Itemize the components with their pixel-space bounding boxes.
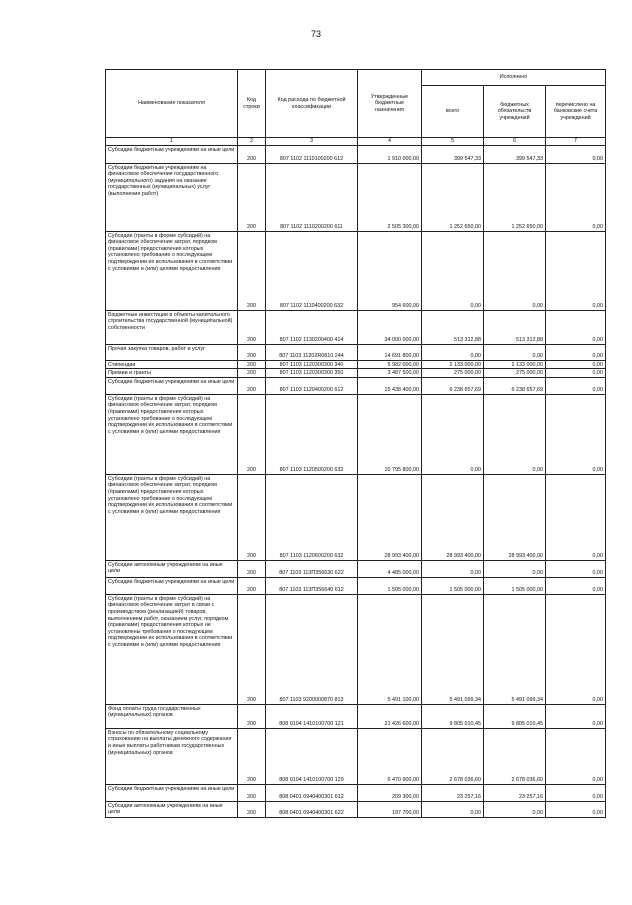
row-name: Субсидии автономным учреждениям на иные цели — [106, 801, 238, 817]
row-line-code: 200 — [238, 474, 266, 560]
row-transferred: 0,00 — [546, 145, 606, 163]
header-total: всего — [422, 86, 484, 138]
row-name: Субсидии бюджетным учреждениям на иные цели — [106, 377, 238, 394]
row-line-code: 200 — [238, 163, 266, 231]
row-name: Взносы по обязательному социальному страхованию на выплаты денежного содержания и иные выплаты работникам государственных (муниципальных) органов — [106, 728, 238, 784]
row-transferred: 0,00 — [546, 560, 606, 577]
row-name: Субсидии (гранты в форме субсидий) на финансовое обеспечение затрат, порядком (правилами) предоставления которых установлено требование о последующем подтверждении их использования в соответствии с условиями и (или) целями предоставления — [106, 394, 238, 474]
row-transferred: 0,00 — [546, 369, 606, 378]
row-line-code: 200 — [238, 231, 266, 310]
row-obligations: 1 252 650,00 — [484, 163, 546, 231]
row-total: 23 257,16 — [422, 784, 484, 801]
table-row — [106, 163, 606, 231]
row-obligations: 2 678 036,60 — [484, 728, 546, 784]
row-budget-code: 807 1103 1120500200 632 — [266, 394, 358, 474]
column-number: 4 — [358, 138, 422, 146]
row-line-code: 200 — [238, 577, 266, 594]
row-total: 2 678 036,60 — [422, 728, 484, 784]
row-approved: 6 470 900,00 — [358, 728, 422, 784]
table-row — [106, 344, 606, 360]
header-approved: Утвержденные бюджетные назначения — [358, 70, 422, 138]
row-approved: 2 505 300,00 — [358, 163, 422, 231]
header-name: Наименование показателя — [106, 70, 238, 138]
row-budget-code: 807 1103 11202R0810 244 — [266, 344, 358, 360]
row-transferred: 0,00 — [546, 474, 606, 560]
row-total: 9 805 010,45 — [422, 704, 484, 728]
table-row — [106, 784, 606, 801]
row-obligations: 6 238 657,69 — [484, 377, 546, 394]
header-transferred: перечислено на банковские счета учреждений — [546, 86, 606, 138]
row-total: 275 000,00 — [422, 369, 484, 378]
row-total: 0,00 — [422, 344, 484, 360]
row-line-code: 200 — [238, 560, 266, 577]
row-name: Фонд оплаты труда государственных (муниципальных) органов — [106, 704, 238, 728]
column-number: 1 — [106, 138, 238, 146]
budget-execution-table — [105, 69, 606, 818]
table-row — [106, 369, 606, 378]
table-row — [106, 577, 606, 594]
row-total: 1 252 650,00 — [422, 163, 484, 231]
row-budget-code: 807 1102 1110200200 611 — [266, 163, 358, 231]
row-total: 6 238 657,69 — [422, 377, 484, 394]
table-body — [106, 145, 606, 817]
table-row — [106, 728, 606, 784]
row-name: Субсидии бюджетным учреждениям на иные цели — [106, 577, 238, 594]
column-number: 3 — [266, 138, 358, 146]
row-obligations: 1 505 000,00 — [484, 577, 546, 594]
row-approved: 1 505 000,00 — [358, 577, 422, 594]
row-total: 513 312,88 — [422, 310, 484, 344]
row-transferred: 0,00 — [546, 310, 606, 344]
row-name: Прочая закупка товаров, работ и услуг — [106, 344, 238, 360]
row-budget-code: 808 0401 0940400301 612 — [266, 784, 358, 801]
row-name: Субсидии бюджетным учреждениям на иные цели — [106, 145, 238, 163]
row-budget-code: 807 1102 1130200400 414 — [266, 310, 358, 344]
table-row — [106, 231, 606, 310]
row-name: Субсидии бюджетным учреждениям на финансовое обеспечение государственного (муниципального) задания на оказание государственных (муниципальных) услуг (выполнение работ) — [106, 163, 238, 231]
table-row — [106, 360, 606, 369]
table-row — [106, 145, 606, 163]
row-line-code: 200 — [238, 344, 266, 360]
table-row — [106, 310, 606, 344]
row-transferred: 0,00 — [546, 577, 606, 594]
row-approved: 4 485 000,00 — [358, 560, 422, 577]
row-budget-code: 807 1103 113П356640 612 — [266, 577, 358, 594]
row-name: Субсидии (гранты в форме субсидий) на финансовое обеспечение затрат, порядком (правилами) предоставления которых установлено требование о последующем подтверждении их использования в соответствии с условиями и (или) целями предоставления — [106, 231, 238, 310]
row-transferred: 0,00 — [546, 163, 606, 231]
row-obligations: 0,00 — [484, 394, 546, 474]
page-number: 73 — [310, 29, 321, 39]
row-obligations: 399 547,33 — [484, 145, 546, 163]
row-total: 2 133 000,00 — [422, 360, 484, 369]
row-approved: 954 600,00 — [358, 231, 422, 310]
row-transferred: 0,00 — [546, 360, 606, 369]
row-budget-code: 808 0104 1410100700 129 — [266, 728, 358, 784]
row-transferred: 0,00 — [546, 231, 606, 310]
row-obligations: 28 993 400,00 — [484, 474, 546, 560]
row-budget-code: 807 1103 9200000870 813 — [266, 594, 358, 704]
row-approved: 197 700,00 — [358, 801, 422, 817]
row-total: 0,00 — [422, 560, 484, 577]
row-approved: 1 910 000,00 — [358, 145, 422, 163]
row-transferred: 0,00 — [546, 704, 606, 728]
row-name: Субсидии бюджетным учреждениям на иные цели — [106, 784, 238, 801]
row-total: 0,00 — [422, 394, 484, 474]
row-name: Бюджетные инвестиции в объекты капитального строительства государственной (муниципальной) собственности — [106, 310, 238, 344]
row-approved: 3 487 500,00 — [358, 369, 422, 378]
row-obligations: 275 000,00 — [484, 369, 546, 378]
row-transferred: 0,00 — [546, 394, 606, 474]
row-approved: 10 795 800,00 — [358, 394, 422, 474]
row-total: 0,00 — [422, 231, 484, 310]
row-total: 0,00 — [422, 801, 484, 817]
row-obligations: 0,00 — [484, 344, 546, 360]
row-transferred: 0,00 — [546, 801, 606, 817]
column-number: 7 — [546, 138, 606, 146]
row-line-code: 200 — [238, 310, 266, 344]
row-obligations: 0,00 — [484, 801, 546, 817]
row-budget-code: 807 1102 1110400200 632 — [266, 231, 358, 310]
header-executed: Исполнено — [422, 70, 606, 86]
row-total: 5 491 099,34 — [422, 594, 484, 704]
row-obligations: 0,00 — [484, 231, 546, 310]
row-name: Стипендии — [106, 360, 238, 369]
row-total: 28 993 400,00 — [422, 474, 484, 560]
row-name: Субсидии (гранты в форме субсидий) на финансовое обеспечение затрат, порядком (правилами) предоставления которых установлено требование о последующем подтверждении их использования в соответствии с условиями и (или) целями предоставления — [106, 474, 238, 560]
row-total: 1 505 000,00 — [422, 577, 484, 594]
table-row — [106, 560, 606, 577]
table-row — [106, 704, 606, 728]
row-obligations: 5 491 099,34 — [484, 594, 546, 704]
row-approved: 5 491 100,00 — [358, 594, 422, 704]
row-line-code: 200 — [238, 369, 266, 378]
row-obligations: 513 312,88 — [484, 310, 546, 344]
table-row — [106, 394, 606, 474]
row-approved: 28 993 400,00 — [358, 474, 422, 560]
row-line-code: 200 — [238, 784, 266, 801]
row-approved: 5 982 000,00 — [358, 360, 422, 369]
header-line-code: Код строки — [238, 70, 266, 138]
row-budget-code: 807 1103 1120300300 340 — [266, 360, 358, 369]
table-row — [106, 474, 606, 560]
table-row — [106, 377, 606, 394]
row-transferred: 0,00 — [546, 784, 606, 801]
row-line-code: 200 — [238, 728, 266, 784]
header-budget-code: Код расхода по бюджетной классификации — [266, 70, 358, 138]
row-line-code: 200 — [238, 394, 266, 474]
row-obligations: 2 133 000,00 — [484, 360, 546, 369]
row-approved: 209 300,00 — [358, 784, 422, 801]
row-name: Субсидии (гранты в форме субсидий) на финансовое обеспечение затрат в связи с производством (реализацией) товаров, выполнением работ, оказанием услуг, порядком (правилами) предоставления которых не установлены требования о последующем подтверждении их использования в соответствии с условиями и (или) целями предоставления — [106, 594, 238, 704]
row-line-code: 200 — [238, 704, 266, 728]
row-budget-code: 807 1103 1120600200 632 — [266, 474, 358, 560]
row-budget-code: 807 1103 1120300300 350 — [266, 369, 358, 378]
column-number: 6 — [484, 138, 546, 146]
row-name: Субсидии автономным учреждениям на иные цели — [106, 560, 238, 577]
row-transferred: 0,00 — [546, 377, 606, 394]
row-obligations: 23 257,16 — [484, 784, 546, 801]
row-total: 399 547,33 — [422, 145, 484, 163]
row-approved: 14 691 800,00 — [358, 344, 422, 360]
row-budget-code: 808 0401 0940400301 622 — [266, 801, 358, 817]
header-budget-obligations: бюджетных обязательств учреждений — [484, 86, 546, 138]
row-budget-code: 807 1103 113П356630 622 — [266, 560, 358, 577]
row-budget-code: 808 0104 1410100700 121 — [266, 704, 358, 728]
row-approved: 34 000 000,00 — [358, 310, 422, 344]
row-transferred: 0,00 — [546, 344, 606, 360]
row-line-code: 200 — [238, 594, 266, 704]
row-line-code: 200 — [238, 801, 266, 817]
table-row — [106, 801, 606, 817]
row-line-code: 200 — [238, 377, 266, 394]
row-budget-code: 807 1103 1120400200 612 — [266, 377, 358, 394]
table-row — [106, 594, 606, 704]
row-budget-code: 807 1102 1110100200 612 — [266, 145, 358, 163]
row-name: Премии и гранты — [106, 369, 238, 378]
column-number: 5 — [422, 138, 484, 146]
row-approved: 15 438 400,00 — [358, 377, 422, 394]
row-obligations: 0,00 — [484, 560, 546, 577]
row-transferred: 0,00 — [546, 594, 606, 704]
row-obligations: 9 805 010,45 — [484, 704, 546, 728]
row-transferred: 0,00 — [546, 728, 606, 784]
row-line-code: 200 — [238, 145, 266, 163]
row-approved: 21 426 600,00 — [358, 704, 422, 728]
row-line-code: 200 — [238, 360, 266, 369]
column-number: 2 — [238, 138, 266, 146]
